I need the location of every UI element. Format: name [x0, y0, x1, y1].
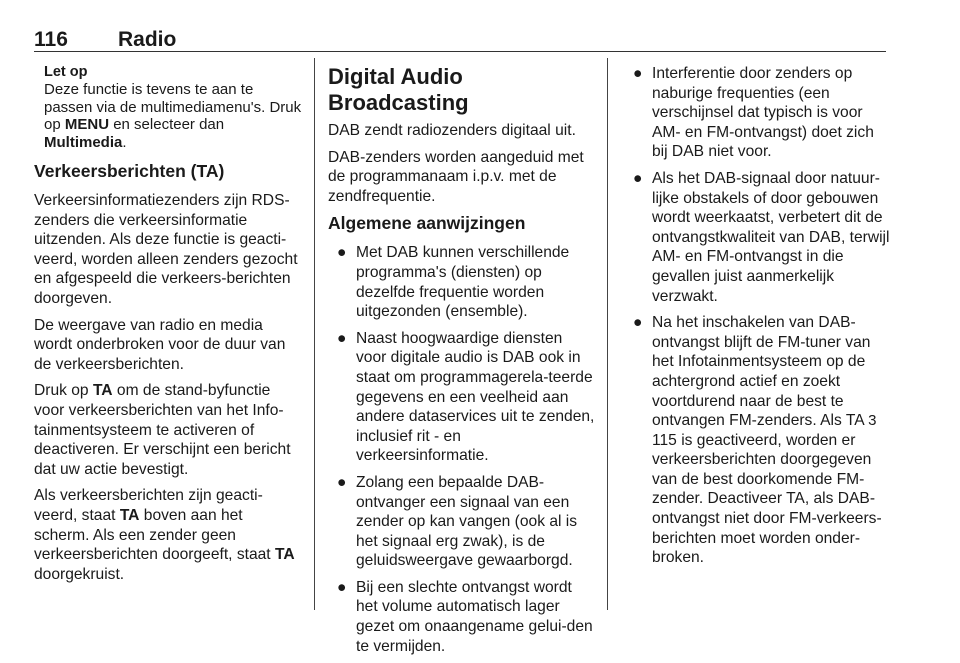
note-text: en selecteer dan: [109, 116, 225, 133]
bullet-icon: ●: [337, 578, 347, 596]
general-notes-heading: Algemene aanwijzingen: [328, 213, 526, 234]
list-item: [624, 313, 890, 568]
page-reference-arrow-icon[interactable]: 3: [868, 412, 877, 430]
ta-keyword: TA: [92, 382, 113, 400]
note-body: [44, 81, 302, 151]
paragraph: Verkeersinformatiezenders zijn RDS-zenders die verkeersinformatie uitzenden. Als deze functie is geacti-veerd, worden alleen zenders gezocht en afgespeeld die verkeers-berichten doorgeven.: [34, 192, 298, 307]
text: Druk op: [34, 382, 93, 400]
note-text: .: [122, 133, 127, 151]
paragraph: DAB-zenders worden aangeduid met de programmanaam i.p.v. met de zendfrequentie.: [328, 148, 584, 205]
note-text: Deze functie is tevens te aan te passen via de multimediamenu's. Druk op: [44, 81, 302, 133]
list-item-text: Na het inschakelen van DAB-ontvangst blijft de FM-tuner van het Infotainmentsysteem op de achtergrond actief en zoekt voortdurend naar de best te ontvangen FM-zenders. Als TA: [652, 314, 871, 430]
multimedia-keyword: Multimedia: [44, 133, 123, 151]
note-box: [44, 64, 302, 151]
list-item: [328, 473, 596, 571]
ta-keyword: TA: [274, 546, 295, 564]
column-2: [328, 64, 596, 663]
list-item-text: Bij een slechte ontvangst wordt het volume automatisch lager gezet om onaangename gelui-den te vermijden.: [356, 578, 593, 655]
text: boven aan het scherm. Als een zender geen verkeersberichten doorgeeft, staat: [34, 506, 275, 564]
dab-bullet-list-continued: [624, 64, 890, 568]
list-item-text: Met DAB kunnen verschillende programma's (diensten) op dezelfde frequentie worden uitgezonden (ensemble).: [356, 244, 570, 321]
ta-keyword: TA: [119, 506, 140, 524]
column-1: [34, 64, 302, 591]
column-divider-2: [607, 58, 608, 610]
list-item: [328, 578, 596, 656]
list-item: [328, 243, 596, 321]
ta-heading: Verkeersberichten (TA): [34, 161, 225, 181]
list-item: [328, 329, 596, 466]
list-item-text: 115 is geactiveerd, worden er verkeersberichten doorgegeven van de best doorkomende FM-zender. Deactiveer TA, als DAB-ontvangst niet door FM-verkeers-berichten moet worden onder-broken.: [652, 431, 882, 567]
header-divider: [34, 51, 886, 52]
menu-keyword: MENU: [64, 116, 110, 133]
text: om de stand-byfunctie voor verkeersberichten van het Info-tainmentsysteem te activeren of deactiveren. Er verschijnt een bericht dat uw actie bevestigt.: [34, 382, 291, 478]
list-item: [624, 64, 890, 162]
paragraph: DAB zendt radiozenders digitaal uit.: [328, 122, 576, 139]
list-item-text: Naast hoogwaardige diensten voor digitale audio is DAB ook in staat om programmagerela-teerde gegevens en een veelheid aan andere dataservices uit te zenden, inclusief rit - en verkeersinformatie.: [356, 329, 595, 465]
list-item-text: Interferentie door zenders op naburige frequenties (een verschijnsel dat typisch is voor AM- en FM-ontvangst) doet zich bij DAB niet voor.: [652, 65, 874, 161]
note-title: Let op: [44, 64, 88, 80]
dab-bullet-list: [328, 243, 596, 656]
bullet-icon: ●: [633, 169, 643, 187]
bullet-icon: ●: [633, 65, 643, 82]
bullet-icon: ●: [633, 314, 643, 332]
bullet-icon: ●: [337, 244, 347, 262]
text: doorgekruist.: [34, 565, 125, 583]
text: Als verkeersberichten zijn geacti-veerd, staat: [34, 487, 263, 524]
list-item-text: Als het DAB-signaal door natuur-lijke obstakels of door gebouwen wordt weerkaatst, verbetert dit de ontvangstkwaliteit van DAB, terwijl AM- en FM-ontvangst in die gevallen juist aanmerkelijk verzwakt.: [652, 169, 890, 305]
paragraph: De weergave van radio en media wordt onderbroken voor de duur van de verkeersberichten.: [34, 316, 286, 373]
dab-title: Digital Audio Broadcasting: [328, 64, 469, 115]
column-divider-1: [314, 58, 315, 610]
page-header: [34, 28, 886, 52]
paragraph: [34, 486, 302, 584]
bullet-icon: ●: [337, 329, 347, 347]
bullet-icon: ●: [337, 473, 347, 491]
column-3: [624, 64, 890, 575]
page-number: 116: [34, 28, 68, 51]
list-item: [624, 169, 890, 306]
paragraph: [34, 381, 302, 479]
section-title: Radio: [118, 28, 177, 51]
list-item-text: Zolang een bepaalde DAB-ontvanger een signaal van een zender op kan vangen (ook al is het signaal erg zwak), is de geluidsweergave gewaarborgd.: [356, 473, 578, 570]
